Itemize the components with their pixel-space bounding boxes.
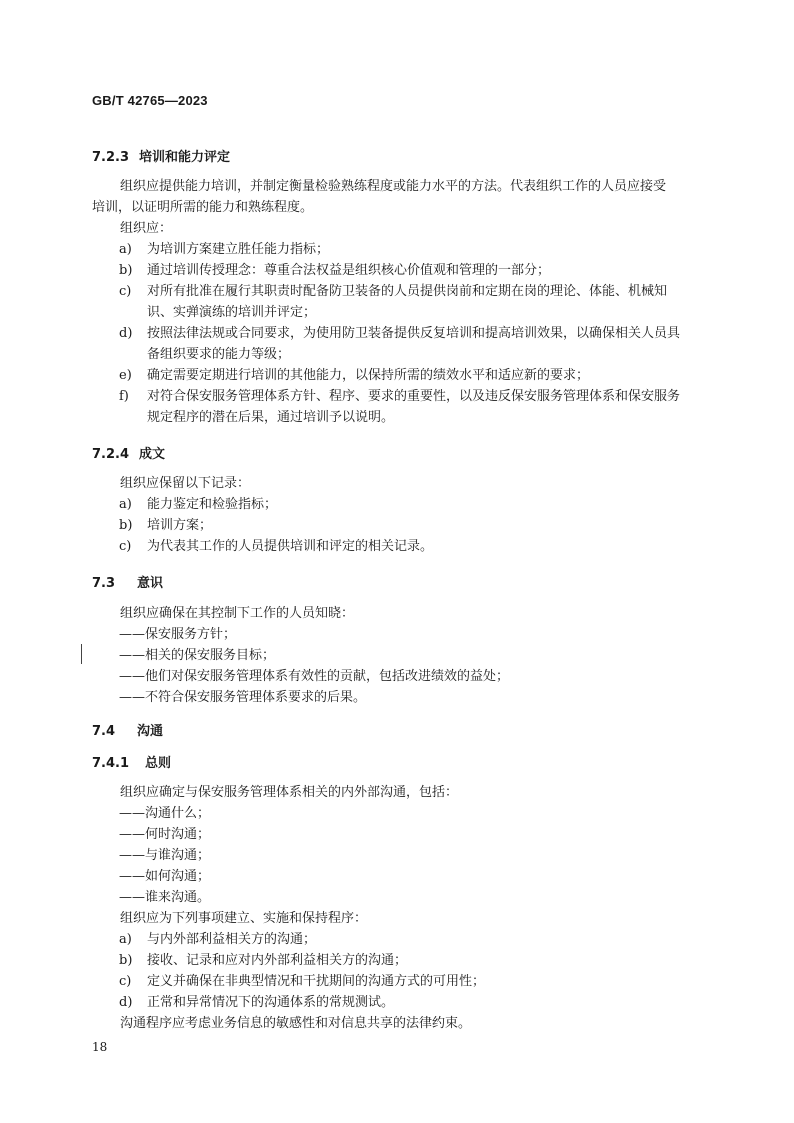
dash-item: [119, 845, 210, 866]
section-number: 7.2.3: [92, 150, 130, 165]
paragraph-lead: 组织应确保在其控制下工作的人员知晓：: [120, 606, 355, 621]
dash-item-text: 何时沟通；: [145, 827, 211, 842]
section-title: 意识: [137, 576, 164, 591]
list-text: 对所有批准在履行其职责时配备防卫装备的人员提供岗前和定期在岗的理论、体能、机械知: [147, 284, 668, 299]
section-heading-7-2-3: [92, 146, 230, 165]
list-text: 确定需要定期进行培训的其他能力，以保持所需的绩效水平和适应新的要求；: [147, 368, 590, 383]
dash-item: [119, 666, 509, 687]
dash-marker: ——: [119, 827, 145, 842]
list-label: b): [119, 263, 133, 278]
section-number: 7.4.1: [92, 756, 130, 771]
paragraph: 培训，以证明所需的能力和熟练程度。: [92, 200, 314, 215]
dash-item: [119, 866, 210, 887]
list-label: c): [119, 539, 132, 554]
paragraph: 组织应提供能力培训，并制定衡量检验熟练程度或能力水平的方法。代表组织工作的人员应接受: [120, 179, 667, 194]
list-label: a): [119, 242, 132, 257]
list-text: 能力鉴定和检验指标；: [147, 497, 278, 512]
section-number: 7.2.4: [92, 447, 130, 462]
list-text-continued: 识、实弹演练的培训并评定；: [147, 305, 317, 320]
dash-item: [119, 803, 210, 824]
dash-marker: ——: [119, 869, 145, 884]
section-heading-7-4-1: [92, 752, 171, 771]
list-label: c): [119, 284, 132, 299]
section-heading-7-3: [92, 572, 163, 591]
dash-marker: ——: [119, 648, 145, 663]
list-label: b): [119, 518, 133, 533]
dash-item: [119, 824, 210, 845]
dash-item-text: 不符合保安服务管理体系要求的后果。: [145, 690, 367, 705]
section-title: 沟通: [137, 724, 164, 739]
dash-marker: ——: [119, 669, 145, 684]
list-label: c): [119, 974, 132, 989]
section-title: 总则: [145, 756, 172, 771]
list-text: 正常和异常情况下的沟通体系的常规测试。: [147, 995, 395, 1010]
paragraph-lead: 组织应保留以下记录：: [120, 476, 251, 491]
list-label: d): [119, 326, 133, 341]
dash-marker: ——: [119, 627, 145, 642]
list-text: 接收、记录和应对内外部利益相关方的沟通；: [147, 953, 408, 968]
list-text: 通过培训传授理念：尊重合法权益是组织核心价值观和管理的一部分；: [147, 263, 551, 278]
section-number: 7.3: [92, 576, 116, 591]
list-text: 按照法律法规或合同要求，为使用防卫装备提供反复培训和提高培训效果，以确保相关人员具: [147, 326, 681, 341]
dash-item-text: 他们对保安服务管理体系有效性的贡献，包括改进绩效的益处；: [145, 669, 510, 684]
list-label: d): [119, 995, 133, 1010]
dash-marker: ——: [119, 890, 145, 905]
list-text: 为培训方案建立胜任能力指标；: [147, 242, 330, 257]
dash-item: [119, 624, 236, 645]
dash-item: [119, 645, 275, 666]
list-label: a): [119, 932, 132, 947]
page-number: 18: [92, 1040, 108, 1054]
list-text: 培训方案；: [147, 518, 213, 533]
dash-item: [119, 687, 366, 708]
dash-item-text: 相关的保安服务目标；: [145, 648, 276, 663]
dash-marker: ——: [119, 806, 145, 821]
list-text: 对符合保安服务管理体系方针、程序、要求的重要性，以及违反保安服务管理体系和保安服务: [147, 389, 681, 404]
standard-id: GB/T 42765—2023: [92, 93, 208, 108]
list-text-continued: 备组织要求的能力等级；: [147, 347, 291, 362]
section-number: 7.4: [92, 724, 116, 739]
section-title: 成文: [139, 447, 166, 462]
dash-item-text: 谁来沟通。: [145, 890, 211, 905]
list-label: a): [119, 497, 132, 512]
dash-item-text: 沟通什么；: [145, 806, 211, 821]
dash-item: [119, 887, 210, 908]
list-label: e): [119, 368, 132, 383]
change-bar: [81, 644, 82, 664]
paragraph-lead: 组织应：: [120, 221, 173, 236]
list-text: 为代表其工作的人员提供培训和评定的相关记录。: [147, 539, 434, 554]
list-text-continued: 规定程序的潜在后果，通过培训予以说明。: [147, 410, 395, 425]
list-label: b): [119, 953, 133, 968]
list-label: f): [119, 389, 129, 404]
list-text: 定义并确保在非典型情况和干扰期间的沟通方式的可用性；: [147, 974, 486, 989]
paragraph: 沟通程序应考虑业务信息的敏感性和对信息共享的法律约束。: [120, 1016, 472, 1031]
paragraph-lead: 组织应为下列事项建立、实施和保持程序：: [120, 911, 368, 926]
section-title: 培训和能力评定: [139, 150, 231, 165]
dash-item-text: 保安服务方针；: [145, 627, 237, 642]
dash-marker: ——: [119, 690, 145, 705]
list-text: 与内外部利益相关方的沟通；: [147, 932, 317, 947]
paragraph-lead: 组织应确定与保安服务管理体系相关的内外部沟通，包括：: [120, 785, 459, 800]
dash-item-text: 如何沟通；: [145, 869, 211, 884]
dash-item-text: 与谁沟通；: [145, 848, 211, 863]
section-heading-7-4: [92, 720, 163, 739]
section-heading-7-2-4: [92, 443, 165, 462]
dash-marker: ——: [119, 848, 145, 863]
